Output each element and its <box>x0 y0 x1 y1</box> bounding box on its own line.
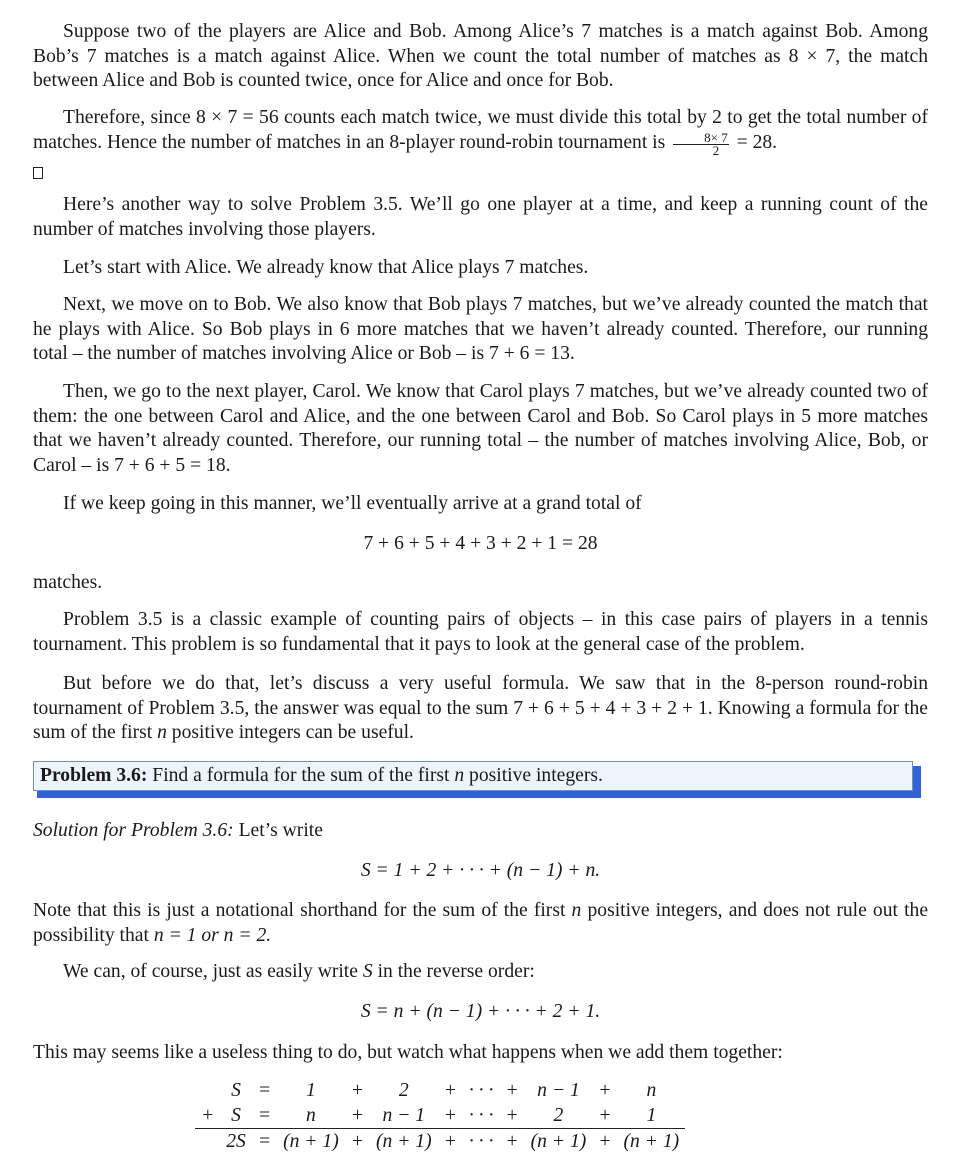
fraction-8x7-over-2 <box>673 129 729 158</box>
solution-label: Solution for Problem 3.6: <box>33 820 234 841</box>
addition-cell: = <box>257 1080 272 1101</box>
paragraph-matches: matches. <box>33 572 103 593</box>
paragraph-reverse-order <box>33 960 928 985</box>
addition-cell: n − 1 <box>382 1105 426 1126</box>
solution-intro-text: Let’s write <box>238 820 323 841</box>
paragraph-text: Therefore, since 8 × 7 = 56 counts each match twice, we must divide this total by 2 to get the total number of matches. Hence the number of matches in an 8-player round-robin tournament is <box>33 107 928 153</box>
addition-cell: + <box>505 1105 519 1126</box>
addition-cell: 2 <box>398 1080 409 1101</box>
addition-row-forward <box>195 1078 685 1103</box>
qed-box-container <box>33 162 928 187</box>
fraction-numerator: 8× 7 <box>673 132 729 145</box>
paragraph-keep-going: If we keep going in this manner, we’ll eventually arrive at a grand total of <box>63 493 642 514</box>
addition-cell: S <box>231 1105 241 1126</box>
paragraph-classic-example: Problem 3.5 is a classic example of counting pairs of objects – in this case pairs of players in a tennis tournament. This problem is so fundamental that it pays to look at the general case of the problem. <box>33 609 928 655</box>
addition-table <box>195 1078 685 1154</box>
variable-n: n <box>454 765 465 786</box>
variable-s: S <box>362 961 373 982</box>
problem-text: Find a formula for the sum of the first <box>152 765 450 786</box>
addition-cell: + <box>438 1129 463 1155</box>
addition-cell: + <box>598 1080 612 1101</box>
problem-text-end: positive integers. <box>469 765 603 786</box>
addition-cell: n <box>646 1080 657 1101</box>
addition-cell: + <box>201 1105 215 1126</box>
addition-cell: + <box>443 1080 457 1101</box>
addition-cell: S <box>231 1080 241 1101</box>
addition-cell: + <box>443 1105 457 1126</box>
addition-cell: (n + 1) <box>525 1129 593 1155</box>
addition-cell: + <box>505 1080 519 1101</box>
addition-cell: 1 <box>306 1080 316 1101</box>
addition-row-reverse <box>195 1103 685 1129</box>
solution-intro <box>33 819 928 844</box>
addition-cell <box>195 1129 220 1155</box>
addition-cell: 1 <box>646 1105 657 1126</box>
paragraph-text-end: positive integers can be useful. <box>171 722 414 743</box>
addition-cell <box>195 1078 220 1103</box>
addition-cell: · · · <box>468 1080 494 1101</box>
addition-cell: 2 <box>553 1105 564 1126</box>
addition-cell: n <box>306 1105 316 1126</box>
addition-row-sum <box>195 1129 685 1155</box>
problem-box <box>33 761 917 797</box>
variable-n: n <box>157 722 167 743</box>
paragraph-another-way: Here’s another way to solve Problem 3.5. We’ll go one player at a time, and keep a running count of the number of matches involving those players. <box>33 194 928 240</box>
paragraph-text: Note that this is just a notational shorthand for the sum of the first <box>33 900 566 921</box>
addition-cell: = <box>252 1129 277 1155</box>
addition-cell: + <box>592 1129 617 1155</box>
addition-cell: n − 1 <box>537 1080 580 1101</box>
addition-cell: · · · <box>468 1105 494 1126</box>
addition-cell: + <box>350 1080 364 1101</box>
qed-square-icon <box>33 167 43 179</box>
paragraph-text: But before we do that, let’s discuss a very useful formula. We saw that in the 8-person round-robin tournament of Problem 3.5, the answer was equal to the sum 7 + 6 + 5 + 4 + 3 + 2 + 1. Knowing a formula for the sum of the first <box>33 673 928 743</box>
equation-reverse-sum: S = n + (n − 1) + · · · + 2 + 1. <box>360 1001 601 1022</box>
condition-n-values: n = 1 or n = 2. <box>153 924 272 946</box>
fraction-denominator: 2 <box>712 142 720 158</box>
addition-cell: + <box>350 1105 364 1126</box>
addition-cell: (n + 1) <box>277 1129 345 1155</box>
problem-label: Problem 3.6: <box>40 765 148 786</box>
equation-grand-total: 7 + 6 + 5 + 4 + 3 + 2 + 1 = 28 <box>363 533 598 554</box>
addition-cell: (n + 1) <box>618 1129 686 1155</box>
addition-cell: + <box>598 1105 612 1126</box>
paragraph-start-alice: Let’s start with Alice. We already know that Alice plays 7 matches. <box>63 257 589 278</box>
addition-cell: · · · <box>463 1129 500 1155</box>
paragraph-notational-shorthand <box>33 899 928 948</box>
paragraph-text: We can, of course, just as easily write <box>63 961 358 982</box>
paragraph-text-end: in the reverse order: <box>377 961 535 982</box>
equation-forward-sum: S = 1 + 2 + · · · + (n − 1) + n. <box>360 860 601 881</box>
problem-statement <box>33 761 913 791</box>
paragraph-useful-formula <box>33 672 928 746</box>
paragraph-move-to-bob: Next, we move on to Bob. We also know that Bob plays 7 matches, but we’ve already counted the match that he plays with Alice. So Bob plays in 6 more matches that we haven’t already counted. Therefore, our running total – the number of matches involving Alice or Bob – is 7 + 6 = 13. <box>33 294 928 364</box>
paragraph-alice-bob: Suppose two of the players are Alice and Bob. Among Alice’s 7 matches is a match against Bob. Among Bob’s 7 matches is a match against Alice. When we count the total number of matches as 8 × 7, the match between Alice and Bob is counted twice, once for Alice and once for Bob. <box>33 21 928 91</box>
paragraph-carol: Then, we go to the next player, Carol. We know that Carol plays 7 matches, but we’ve already counted two of them: the one between Carol and Alice, and the one between Carol and Bob. So Carol plays in 5 more matches that we haven’t already counted. Therefore, our running total – the number of matches involving Alice, Bob, or Carol – is 7 + 6 + 5 = 18. <box>33 381 928 476</box>
addition-cell: + <box>499 1129 524 1155</box>
variable-n: n <box>571 900 582 921</box>
addition-cell: (n + 1) <box>370 1129 438 1155</box>
addition-cell: + <box>345 1129 370 1155</box>
addition-cell: 2S <box>220 1129 252 1155</box>
paragraph-text-end: = 28. <box>736 131 778 153</box>
paragraph-add-together: This may seems like a useless thing to do, but watch what happens when we add them together: <box>33 1042 783 1063</box>
addition-cell: = <box>257 1105 272 1126</box>
paragraph-text-mid: positive integers, and does not rule out the possibility that <box>33 900 929 946</box>
paragraph-divide-by-two <box>33 106 928 157</box>
